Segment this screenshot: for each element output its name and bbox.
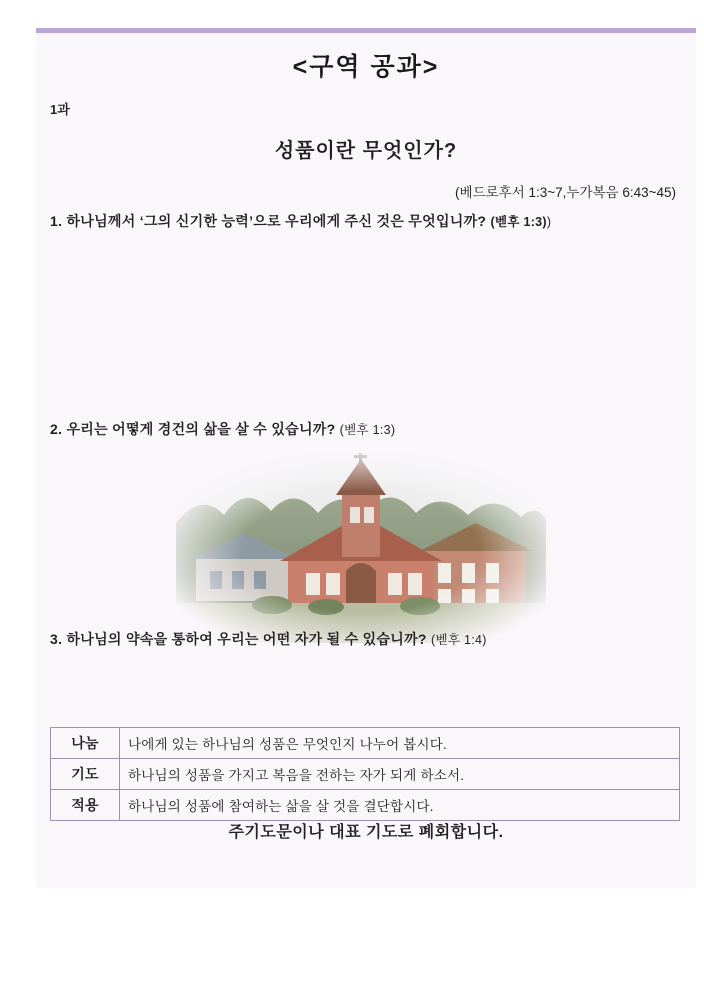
summary-value-apply: 하나님의 성품에 참여하는 삶을 살 것을 결단합시다. (120, 790, 680, 821)
summary-value-share: 나에게 있는 하나님의 성품은 무엇인지 나누어 봅시다. (120, 728, 680, 759)
table-row (51, 790, 680, 821)
church-building-photo (176, 453, 546, 643)
lesson-subject: 성품이란 무엇인가? (274, 140, 458, 162)
document-page (36, 28, 696, 888)
closing-statement: 주기도문이나 대표 기도로 폐회합니다. (228, 824, 504, 841)
question-1 (50, 211, 682, 232)
question-3-ref: (벧후 1:4) (431, 633, 487, 647)
summary-key-share: 나눔 (51, 728, 120, 759)
summary-table (50, 727, 680, 821)
summary-key-prayer: 기도 (51, 759, 120, 790)
question-1-trailing: ) (546, 215, 552, 229)
question-2-text: 2. 우리는 어떻게 경건의 삶을 살 수 있습니까? (50, 421, 336, 437)
question-2-ref: (벧후 1:3) (339, 423, 396, 437)
question-1-ref: (벧후 1:3) (490, 215, 547, 229)
question-3-text: 3. 하나님의 약속을 통하여 우리는 어떤 자가 될 수 있습니까? (50, 631, 427, 647)
lesson-number: 1과 (50, 102, 70, 117)
summary-value-prayer: 하나님의 성품을 가지고 복음을 전하는 자가 되게 하소서. (120, 759, 680, 790)
summary-key-apply: 적용 (51, 790, 120, 821)
page-title: <구역 공과> (292, 53, 440, 81)
question-3 (50, 629, 682, 650)
question-1-text: 1. 하나님께서 ‘그의 신기한 능력’으로 우리에게 주신 것은 무엇입니까? (50, 213, 487, 229)
scripture-reference: (베드로후서 1:3~7,누가복음 6:43~45) (455, 185, 676, 200)
question-2 (50, 419, 682, 440)
table-row (51, 728, 680, 759)
table-row (51, 759, 680, 790)
